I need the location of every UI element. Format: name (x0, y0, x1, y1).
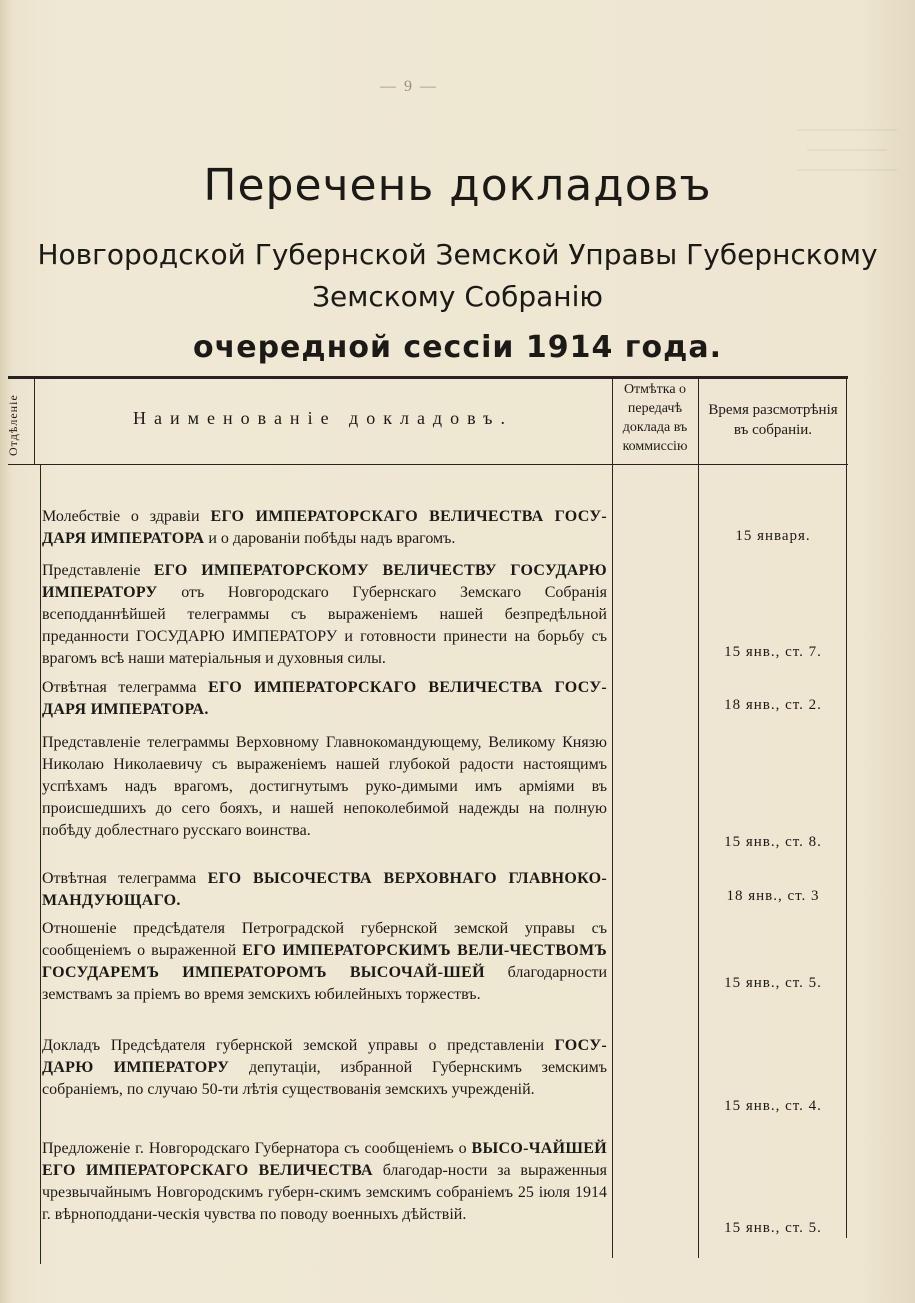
row-lead: Докладъ Предсѣдателя губернской земской управы о представленіи (42, 1037, 545, 1054)
table-row (42, 506, 607, 550)
row-time: 15 января. (735, 528, 811, 544)
row-emphasis: ЕГО ИМПЕРАТОРСКАГО ВЕЛИЧЕСТВА ГОСУ-ДАРЯ ИМПЕРАТОРА. (42, 679, 608, 718)
row-lead: Представленіе телеграммы Верховному Главнокомандующему, Великому Князю Николаю Николаевичу съ выраженіемъ нашей глубокой радости настоящимъ успѣхамъ надъ врагомъ, достигнутымъ руко-димыми имъ арміями въ происшедшихъ до сего бояхъ, и нашей непоколебимой надежды на полную побѣду доблестнаго русскаго воинства. (42, 734, 607, 839)
row-lead: Отвѣтная телеграмма (42, 870, 197, 887)
mark-column-header: Отмѣтка о передачѣ доклада въ коммиссію (622, 382, 688, 454)
row-time: 15 янв., ст. 4. (724, 1098, 822, 1114)
table-row (42, 1035, 607, 1101)
row-rest: благодар-ности за выраженныя чрезвычайнымъ Новгородскимъ губерн-скимъ земскимъ собраніемъ 25 іюля 1914 г. вѣрноподдани-ческія чувства по поводу военныхъ дѣйствій. (42, 1162, 607, 1223)
table-row (42, 677, 607, 721)
row-rest: депутаціи, избранной Губернскимъ земскимъ собраніемъ, по случаю 50-ти лѣтія существованія земскихъ учрежденій. (42, 1059, 608, 1098)
row-time: 15 янв., ст. 5. (724, 975, 822, 991)
table-row (42, 732, 607, 842)
column-divider (846, 378, 847, 1238)
row-time: 18 янв., ст. 3 (726, 888, 820, 904)
table-row (42, 868, 607, 912)
row-lead: Отвѣтная телеграмма (42, 679, 197, 696)
subtitle-line-2: Земскому Собранію (312, 280, 603, 313)
section-column-label: Отдѣленіе (6, 394, 20, 456)
name-column-header: Наименованіе докладовъ. (133, 408, 513, 428)
row-emphasis: ВЫСО-ЧАЙШЕЙ ЕГО ИМПЕРАТОРСКАГО ВЕЛИЧЕСТВА (42, 1140, 607, 1179)
table-row (42, 560, 607, 670)
subtitle-line-3: очередной сессіи 1914 года. (193, 330, 722, 365)
row-lead: Представленіе (42, 562, 141, 579)
row-rest: и о дарованіи побѣды надъ врагомъ. (208, 530, 456, 547)
column-divider (40, 464, 41, 1264)
row-rest: отъ Новгородскаго Губернскаго Земскаго Собранія всеподданнѣйшей телеграммы съ выраженіемъ нашей безпредѣльной преданности ГОСУДАРЮ ИМПЕРАТОРУ и готовности принести на борьбу съ врагомъ всѣ наши матеріальныя и духовныя силы. (42, 584, 608, 667)
page-number: — 9 — (380, 78, 438, 95)
table-header-rule (8, 464, 848, 465)
row-time: 18 янв., ст. 2. (724, 697, 822, 713)
row-emphasis: ЕГО ВЫСОЧЕСТВА ВЕРХОВНАГО ГЛАВНОКО-МАНДУЮЩАГО. (42, 870, 608, 909)
row-time: 15 янв., ст. 5. (724, 1220, 822, 1236)
row-emphasis: ЕГО ИМПЕРАТОРСКИМЪ ВЕЛИ-ЧЕСТВОМЪ ГОСУДАРЕМЪ ИМПЕРАТОРОМЪ ВЫСОЧАЙ-ШЕЙ (42, 942, 607, 981)
row-time: 15 янв., ст. 7. (724, 644, 822, 660)
table-row (42, 918, 607, 1006)
row-lead: Молебствіе о здравіи (42, 508, 200, 525)
row-rest: благодарности земствамъ за пріемъ во время земскихъ юбилейныхъ торжествъ. (42, 964, 607, 1003)
row-lead: Предложеніе г. Новгородскаго Губернатора съ сообщеніемъ о (42, 1140, 467, 1157)
time-column-header: Время разсмотрѣнія въ собраніи. (708, 402, 838, 438)
row-time: 15 янв., ст. 8. (724, 834, 822, 850)
row-emphasis: ЕГО ИМПЕРАТОРСКАГО ВЕЛИЧЕСТВА ГОСУ-ДАРЯ ИМПЕРАТОРА (42, 508, 608, 547)
table-row (42, 1138, 607, 1226)
row-emphasis: ЕГО ИМПЕРАТОРСКОМУ ВЕЛИЧЕСТВУ ГОСУДАРЮ ИМПЕРАТОРУ (42, 562, 608, 601)
table-top-rule (8, 376, 848, 379)
section-column-header (2, 384, 30, 462)
page-title: Перечень докладовъ (203, 160, 712, 211)
subtitle-line-1: Новгородской Губернской Земской Управы Губернскому (37, 238, 878, 271)
column-divider (34, 378, 35, 464)
row-emphasis: ГОСУ-ДАРЮ ИМПЕРАТОРУ (42, 1037, 607, 1076)
column-divider (698, 378, 699, 1258)
column-divider (612, 378, 613, 1258)
row-lead: Отношеніе предсѣдателя Петроградской губернской земской управы съ сообщеніемъ о выраженной (42, 920, 607, 959)
